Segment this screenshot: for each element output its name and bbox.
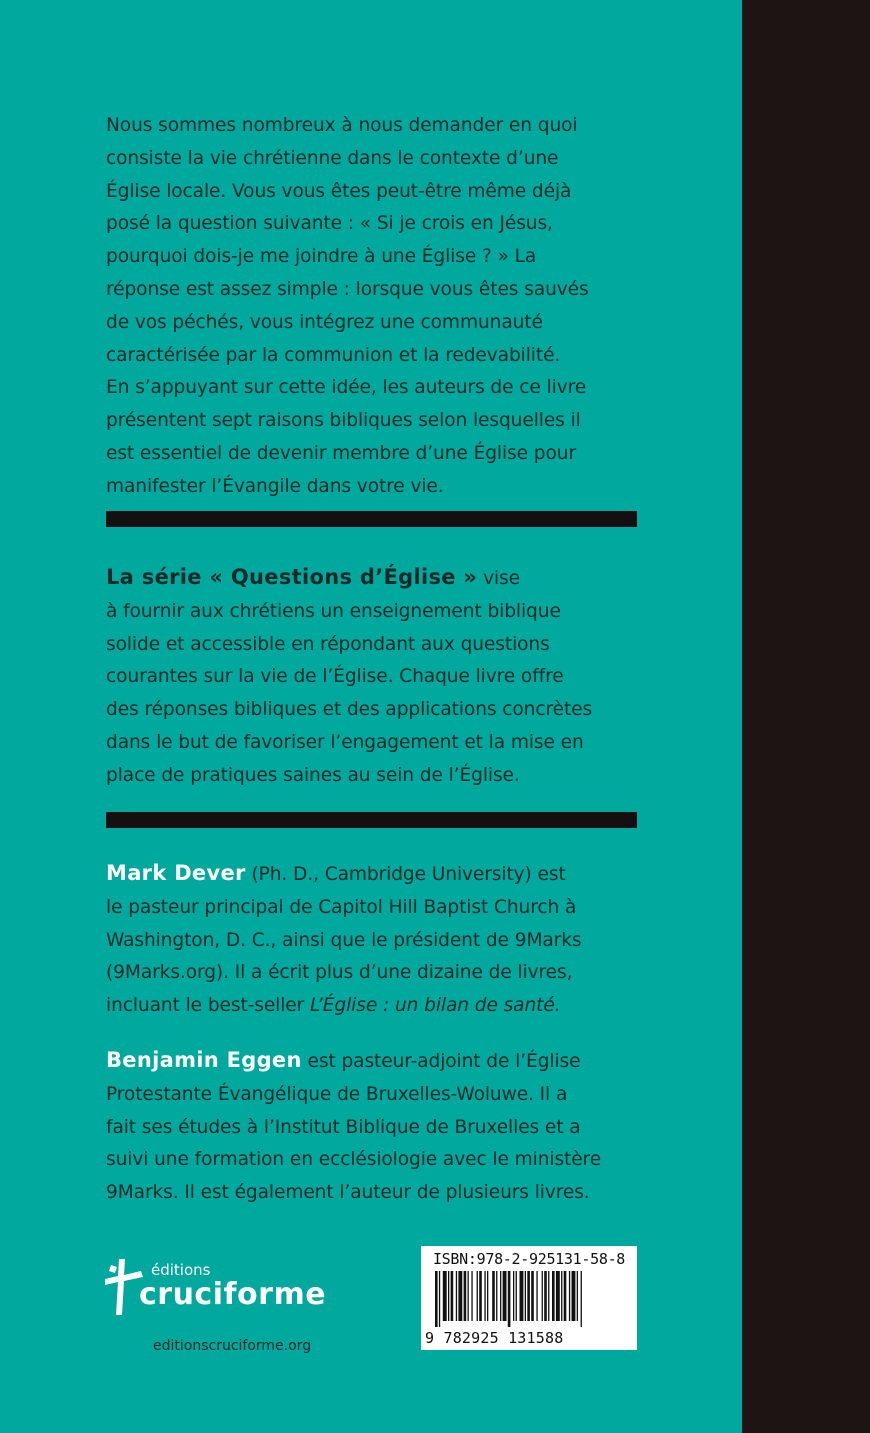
author-line: le pasteur principal de Capitol Hill Baptist Church à	[106, 896, 577, 918]
barcode-bar	[542, 1271, 543, 1321]
barcode-bar	[527, 1271, 530, 1321]
author-line: fait ses études à l’Institut Biblique de Bruxelles et a	[106, 1116, 581, 1138]
barcode-bar	[508, 1271, 511, 1327]
series-heading: La série « Questions d’Église »	[106, 565, 478, 589]
author-first-line	[106, 857, 646, 892]
barcode-bar	[492, 1271, 495, 1321]
barcode-bar	[484, 1271, 485, 1321]
barcode-bar	[516, 1271, 517, 1321]
author-last-line-prefix: incluant le best-seller	[106, 995, 311, 1017]
author-first-line	[106, 1044, 646, 1079]
barcode-bar	[456, 1271, 457, 1321]
series-line: dans le but de favoriser l’engagement et la mise en	[106, 731, 584, 753]
author-line: (9Marks.org). Il a écrit plus d’une dizaine de livres,	[106, 962, 573, 984]
barcode-bar	[569, 1271, 570, 1321]
barcode-bar	[451, 1271, 454, 1321]
barcode-bar	[525, 1271, 526, 1321]
barcode-bar	[435, 1271, 438, 1327]
author-line: Protestante Évangélique de Bruxelles-Woluwe. Il a	[106, 1083, 568, 1105]
barcode-bar	[477, 1271, 478, 1321]
barcode-bar	[556, 1271, 560, 1321]
publisher-url: editionscruciforme.org	[153, 1338, 312, 1354]
divider-bar	[106, 511, 637, 527]
intro-line: consiste la vie chrétienne dans le contexte d’une	[106, 147, 559, 169]
author-name: Benjamin Eggen	[106, 1048, 302, 1072]
publisher-logo	[105, 1255, 345, 1325]
intro-line: En s’appuyant sur cette idée, les auteurs de ce livre	[106, 377, 587, 399]
intro-line: Église locale. Vous vous êtes peut-être même déjà	[106, 180, 572, 202]
series-line: courantes sur la vie de l’Église. Chaque livre offre	[106, 666, 564, 688]
series-line: à fournir aux chrétiens un enseignement biblique	[106, 600, 561, 622]
publisher-name: cruciforme	[139, 1277, 327, 1312]
author-line: Washington, D. C., ainsi que le président de 9Marks	[106, 929, 582, 951]
intro-line: caractérisée par la communion et la redevabilité.	[106, 344, 561, 366]
intro-paragraph	[106, 110, 646, 504]
barcode-bar	[536, 1271, 537, 1321]
barcode-bars	[427, 1271, 631, 1327]
intro-line: Nous sommes nombreux à nous demander en quoi	[106, 115, 578, 136]
barcode-bar	[503, 1271, 507, 1321]
series-line: des réponses bibliques et des applications concrètes	[106, 699, 593, 721]
barcode-bar	[531, 1271, 534, 1321]
intro-line: posé la question suivante : « Si je crois en Jésus,	[106, 213, 553, 235]
barcode-bar	[561, 1271, 562, 1321]
barcode-bar	[513, 1271, 514, 1321]
intro-line: réponse est assez simple : lorsque vous êtes sauvés	[106, 278, 589, 300]
barcode-bar	[564, 1271, 567, 1321]
barcode-bar	[443, 1271, 447, 1321]
author-bio-dever	[106, 857, 646, 1023]
barcode-bar	[577, 1271, 578, 1321]
isbn-barcode	[421, 1246, 637, 1350]
intro-line: est essentiel de devenir membre d’une Église pour	[106, 442, 576, 464]
intro-line: pourquoi dois-je me joindre à une Église ? » La	[106, 246, 537, 268]
barcode-bar	[458, 1271, 462, 1321]
barcode-bar	[439, 1271, 440, 1327]
author-name: Mark Dever	[106, 861, 246, 885]
isbn-number: ISBN:978-2-925131-58-8	[432, 1250, 626, 1268]
intro-line: présentent sept raisons bibliques selon lesquelles il	[106, 410, 581, 432]
series-line: solide et accessible en répondant aux questions	[106, 633, 550, 655]
barcode-bar	[496, 1271, 497, 1321]
barcode-bar	[581, 1271, 582, 1327]
series-first-line-rest: vise	[477, 568, 520, 589]
barcode-bar	[500, 1271, 501, 1321]
intro-line: manifester l’Évangile dans votre vie.	[106, 475, 444, 497]
barcode-bar	[552, 1271, 555, 1321]
barcode-bar	[479, 1271, 482, 1321]
barcode-digits: 9 782925 131588	[425, 1329, 564, 1347]
barcode-bar	[464, 1271, 467, 1321]
barcode-bar	[487, 1271, 488, 1321]
intro-line: de vos péchés, vous intégrez une communauté	[106, 311, 543, 333]
author-bio-eggen	[106, 1044, 646, 1210]
series-line: place de pratiques saines au sein de l’Église.	[106, 764, 520, 786]
barcode-bar	[544, 1271, 547, 1321]
barcode-bar	[548, 1271, 549, 1321]
series-first-line	[106, 561, 646, 596]
author-first-line-rest: (Ph. D., Cambridge University) est	[245, 864, 566, 885]
divider-bar	[106, 812, 637, 828]
barcode-bar	[468, 1271, 469, 1321]
publisher-small-text: éditions	[151, 1261, 211, 1279]
barcode-bar	[471, 1271, 472, 1321]
book-title: L’Église : un bilan de santé.	[310, 995, 561, 1017]
barcode-bar	[448, 1271, 449, 1321]
barcode-bar	[572, 1271, 576, 1321]
author-line: suivi une formation en ecclésiologie avec le ministère	[106, 1149, 602, 1171]
book-spine	[742, 0, 870, 1433]
author-last-line	[106, 990, 646, 1023]
series-paragraph	[106, 561, 646, 793]
barcode-bar	[520, 1271, 524, 1321]
author-first-line-rest: est pasteur-adjoint de l’Église	[301, 1051, 581, 1072]
author-line: 9Marks. Il est également l’auteur de plusieurs livres.	[106, 1182, 590, 1204]
